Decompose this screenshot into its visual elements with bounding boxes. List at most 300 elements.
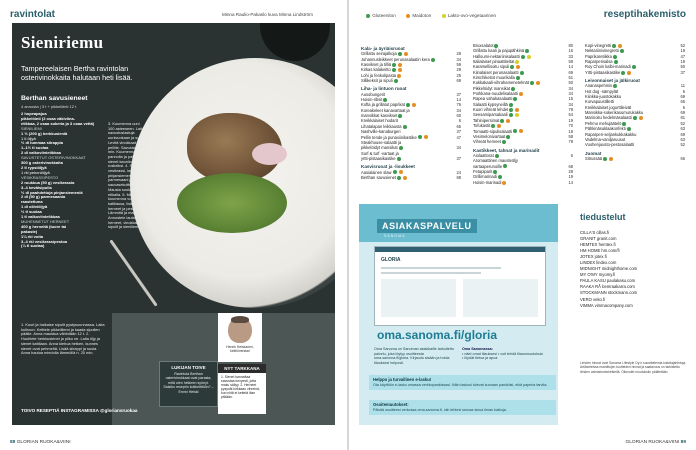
index-entry-title: Ananaspehmis [585,83,613,89]
inquiry-item: CILLA'S cillas.fi [580,230,609,235]
index-category-heading: Kala- ja äyriäisruoat [361,46,405,51]
reader-wish-text: Ravintola Berthan osterivinokkaat ovat parasta, mitä olen hetkeen syönyt. Saisiko reseptin kotikeittiöön? – Emmi Helski [163,372,214,394]
index-page-number: 65 [456,123,461,129]
inquiry-item: HM HOME hm.com/fi [580,248,620,254]
index-page-number: 60 [456,113,461,119]
legend-dairy-free: Maidoton [405,13,435,18]
ingredient-line: 1 rkl pekoniöljyä [21,169,50,175]
content-block [463,279,538,317]
service-url[interactable]: oma.sanoma.fi/gloria [377,328,498,342]
gluten-free-dot-icon [498,175,502,179]
ad-text-right [462,347,544,361]
index-page-number: 34 [456,145,461,151]
index-page-number: 34 [456,107,461,113]
index-entry [585,70,685,75]
index-page-number: 50 [680,64,685,70]
index-page-number: 66 [680,155,685,161]
inquiry-item: VERO veko.fi [580,296,606,302]
index-entry-title: Steakhouse-salaatti ja [361,139,402,145]
gluten-free-dot-icon [403,125,407,129]
index-entry-title: Kofta ja grillatut paprikat [361,102,405,108]
index-page-number: 54 [568,112,573,118]
gluten-free-dot-icon [530,81,534,85]
index-entry-title: Kopi-vinegretti [585,43,612,48]
inquiry-item: MIDNIGHT midnighthome.com [580,266,638,272]
vegetarian-dot-icon [515,113,519,117]
index-page-number: 58 [568,133,573,139]
index-entry-title: Sitrussää [585,155,603,161]
gluten-free-dot-icon [525,49,529,53]
ingredient-list [21,112,105,249]
ad-subtitle: SANOMA [384,234,406,238]
index-page-number: 24 [456,169,461,175]
vegetarian-dot-icon [442,14,446,18]
section-header: ravintolat [10,9,56,20]
index-entry-title: Mansikka-sokerikasumurukakku [585,110,644,116]
index-page-number: 19 [568,117,573,123]
index-page-number: 52 [680,142,685,148]
legend-gluten-free: Gluteeniton [365,13,400,18]
inquiry-item: HEMTEX hemtex.fi [580,242,616,248]
e-invoice-text: Ota käyttöön e-lasku omassa verkkopankissasi. Näin laskusi tulevat suoraan pankkiisi, eikä paperia tarvita. [373,382,548,387]
gluten-free-dot-icon [398,52,402,56]
content-block [381,279,456,317]
index-entry-title: Pähkinäsuklaakonfekti [585,126,626,132]
ingredient-line: 1 tl öljyä [21,135,36,141]
inquiries-title: tiedustelut [580,212,626,222]
index-entry-title: Salaatti kypsyneillä [473,101,508,107]
ingredient-line: etikkaa, 2 osaa sokeria ja 3 osaa vettä) [21,120,95,126]
ingredient-line: pakaste) [21,228,38,234]
page-number: 89 [680,440,686,445]
ingredient-line: 2 tl rypsiöljyä [21,164,47,170]
index-page-number: 63 [680,136,685,142]
index-page-number: 28 [456,51,461,57]
gluten-free-dot-icon [520,71,524,75]
right-page [349,0,696,450]
index-page-number: 63 [680,126,685,132]
dairy-free-dot-icon [609,157,613,161]
index-entry-title: Kirkas kalakeitto [361,67,391,73]
dairy-free-dot-icon [398,68,402,72]
customer-service-ad [359,204,558,425]
index-entry-title: Lohi ja fenkolipasta [361,72,397,78]
index-entry-title: Korvapuustilletti [585,99,614,105]
index-entry-title: Vuohenjuusto-pestosalaatti [585,142,635,148]
gluten-free-dot-icon [406,103,410,107]
small-print: Lehden hinnat ovat Sanoma Lifestyle Oy:n suosittelemia kuluttajahintoja. Artikkeleissa mainittujen tuotteiden hinnat ja saatavuus on tarkistettu lehden valmistumishetkellä. Oikeudet muutoksiin pidätetään. [580,361,687,374]
index-page-number: 37 [456,91,461,97]
ingredient-line: 2 dl (50 g) parmesaania [21,194,66,200]
index-entry-title: Hoisin-marinadi [473,179,502,185]
index-entry [361,175,461,180]
gluten-free-dot-icon [418,135,422,139]
inquiry-item: MY O'MY myomy.fi [580,272,616,278]
index-page-number: 34 [568,85,573,91]
dairy-free-dot-icon [639,116,643,120]
chef-portrait [218,313,262,362]
gluten-free-dot-icon [393,170,397,174]
index-category-heading: Kastikkeet, tahnat ja marinadit [473,147,540,153]
gluten-free-dot-icon [613,55,617,59]
recipe-steps-left: 1. Kuori ja halkaise sipulit pystysuunnassa. Laita kulhoon. Keittele pikkeliliemi ja kaada sipulien päälle. Anna maustua vähintään 12 t. 2. Huuhtele herkkusienet ja pilko ne. Laita öljy ja sienet kattilaan. Anna kiehua hetken, kunnes sienet ovat pehmeitä. Lisää siirappi ja suola. Anna hautua miedolla lämmöllä n. 20 min. [21,322,105,356]
index-entry [473,180,573,185]
index-page-number: 19 [568,174,573,180]
browser-brand: GLORIA [381,257,401,263]
legend-vegetarian: Lakto-ovo-vegetaarinen [441,13,501,18]
index-entry-title: Ausobungerit [361,91,386,97]
index-page-number: 19 [680,48,685,54]
ingredient-line: SAVUSTETUT OSTERIVINOKKAAT [21,155,86,161]
ingredient-line: ½ tl suolaa [21,209,42,215]
gluten-free-dot-icon [383,98,387,102]
avatar [228,317,252,343]
index-entry-title: Koreakeleet kanavartaat ja [361,107,410,113]
index-entry-title: Kreikkalaiset jogurttileivät [585,104,632,110]
ingredient-line: 3–4 kevätsipulia [21,184,52,190]
index-column-2 [473,43,573,185]
index-page-number: 76 [456,102,461,108]
gluten-free-dot-icon [397,176,401,180]
vegetarian-dot-icon [515,60,519,64]
ingredient-line: 2 dl valkoviinietikkaa [21,150,61,156]
index-entry-title: Tomaatti-sipulisalaatti [473,128,513,134]
index-entry-title: vartaaperunoille [473,163,503,169]
index-entry-title: Lihatalapan leikkausta [361,123,402,129]
hero-photo-panel [12,23,335,425]
onion-image [252,143,287,165]
address-change-text: Päivitä osoitteesi verkossa oma.sanoma.fi, niin lehtesi seuraa sinua ilman katkoja. [373,407,507,412]
index-entry-title: Vesimelonivartaat [473,133,506,139]
index-entry-title: Porkkana-nuudelisalaatti [473,91,518,97]
index-category-heading: Juomat [585,150,602,156]
index-entry-title: mansikkat kasvikset [361,113,398,119]
index-page-number: 34 [456,56,461,62]
index-entry-title: yrtti-pistaasikastike [361,155,396,161]
inquiry-item: JOTEX jotex.fi [580,254,607,260]
index-page-number: 52 [680,43,685,48]
gluten-free-dot-icon [399,146,403,150]
page-title: Sieniriemu [21,33,104,52]
index-entry-title: Marinoitu hedelmäsalaatti [585,115,632,121]
index-page-number: 88 [456,174,461,180]
index-page-number: 59 [456,62,461,68]
index-page-number: 47 [680,53,685,59]
index-entry-title: Surf & turf -vartaat ja [361,150,399,156]
section-header: reseptihakemisto [603,9,686,20]
recipe-servings: 4 annosta | 3 t + pikkelöinti 12 t [21,104,77,109]
ad-title: ASIAKASPALVELU [377,219,477,233]
ingredient-line: 3–4 rkl vesikrassipestoa [21,238,68,244]
dairy-free-dot-icon [398,63,402,67]
left-page [0,0,347,450]
brand-name: GLORIAN RUOKA&VIINI [625,440,680,445]
index-entry-title: Tofukastit [473,123,491,129]
ingredient-line: (¼ tl suolaa) [21,243,45,249]
index-entry-title: Aasialainen slaw [361,169,392,175]
gluten-free-dot-icon [511,87,515,91]
index-page-number: 19 [568,128,573,134]
index-column-3 [585,43,685,161]
browser-bar [375,247,545,252]
gluten-free-dot-icon [491,124,495,128]
text-line [381,272,481,274]
index-page-number: 68 [568,163,573,169]
index-page-number: 78 [568,139,573,145]
index-entry-title: pikkelöidyt mansikat [361,145,398,151]
gluten-free-dot-icon [503,164,507,168]
dairy-free-dot-icon [397,74,401,78]
index-page-number: 6 [682,88,685,94]
index-entry-title: Pikkelöidyt mansikat [473,85,511,91]
inquiries-list [580,230,637,309]
index-entry-title: Berthan savusienet [361,174,397,180]
ingredient-line: 400 g herneitä (tuore tai [21,223,67,229]
index-page-number: 69 [680,131,685,137]
index-page-number: 25 [456,72,461,78]
gluten-free-dot-icon [509,103,513,107]
index-page-number: 37 [456,129,461,135]
index-entry-title: Pehmo mehujäätelö [585,120,622,126]
address-change-band [369,400,556,415]
gluten-free-dot-icon [621,71,625,75]
index-entry-title: Seesamiparsakaali [473,112,508,118]
gluten-free-dot-icon [513,129,517,133]
dairy-free-dot-icon [519,129,523,133]
gluten-free-dot-icon [509,113,513,117]
ingredient-line: 1¼ rkl voita [21,233,44,239]
ingredient-line: 1 ½ (200 g) herkkusieniä [21,130,68,136]
index-page-number: 58 [568,59,573,65]
index-page-number: 34 [568,101,573,107]
gluten-free-dot-icon [392,63,396,67]
gluten-free-dot-icon [495,154,499,158]
index-page-number: 34 [568,91,573,97]
page-footer [10,440,71,445]
dairy-free-dot-icon [516,65,520,69]
index-entry-title: Pellin tende ja punaviinikastike [361,134,417,140]
index-page-number: 69 [456,78,461,84]
ingredient-line: 2 hopeapajua [21,111,47,116]
ingredient-line: ½ dl tummaa siirappia [21,140,64,146]
dairy-free-dot-icon [412,103,416,107]
index-entry-title: Paprikaretiikka [585,53,612,59]
gluten-free-dot-icon [612,44,616,48]
gluten-free-dot-icon [627,127,631,131]
index-page-number: 78 [568,107,573,113]
index-page-number: 14 [456,97,461,103]
instagram-call: TOIVO RESEPTIÄ INSTAGRAMISSA @gloriansruokaa [21,408,138,413]
ingredient-line: raastettuna [21,199,43,205]
tip-title: NYT TARKKANA [218,364,266,373]
gluten-free-dot-icon [513,97,517,101]
index-page-number: 14 [568,179,573,185]
ingredient-line: pikkelöinti (2 osaa väkiviina- [21,115,76,121]
index-entry-title: Aromaattinen mausteöljy [473,158,519,164]
index-page-number: 80 [568,43,573,48]
portrait-caption: Henrik Heiskanen, keittiömestari [226,345,254,353]
peas-image [177,173,287,233]
lead-text: Tampereelaisen Bertha ravintolan osterivinokkaita halutaan heti lisää. [21,64,133,82]
index-entry-title: Aiolaattorat [473,152,494,158]
reader-wish-box [159,361,218,407]
browser-screenshot [374,246,546,326]
index-entry-title: Nektariinivinegretti [585,48,619,54]
brand-name: GLORIAN RUOKA&VIINI [16,440,71,445]
index-entry [473,139,573,144]
ingredient-line: ½ dl paahdettuja pinjansiemeniä [21,189,83,195]
gluten-free-dot-icon [603,157,607,161]
index-page-number: 70 [568,123,573,129]
index-entry-title: Bruxsalatot [473,43,494,48]
index-category-heading: Kasvisruoat ja -lisukkeet [361,164,415,170]
gluten-free-dot-icon [614,60,618,64]
index-entry-title: Kimchikeitot muurikalla [473,75,515,81]
credits: Minna Raulio-Pakaslo kuva Minna Lindström [222,12,313,17]
index-page-number: 51 [568,75,573,81]
gluten-free-dot-icon [510,65,514,69]
gluten-free-dot-icon [392,68,396,72]
cup-image [260,23,330,61]
dairy-free-dot-icon [618,44,622,48]
inquiry-item: VIMMA vimmacompany.com [580,302,633,308]
gluten-free-dot-icon [366,14,370,18]
ingredient-line: 1 dl oliiviöljyä [21,204,48,210]
index-entry-title: Grillimarinadi [473,174,497,180]
index-entry-title: Sillikeksit ja sipuli [361,78,393,84]
index-entry-title: Italialaiset pinaattiteltat [473,59,515,65]
index-entry-title: Halloumi-nektariinisalaatti [473,53,520,59]
ingredient-line: 300 g osterivinokkaita [21,160,63,166]
tip-text: 1. Sienet kannattaa savustaa kevyesti, jotta maku säilyy. 2. Herneet pysyvät kirkkaan vihreinä, kun niitä ei keitetä liian pitkään. [221,375,260,400]
gluten-free-dot-icon [397,157,401,161]
gluten-free-dot-icon [620,49,624,53]
index-entry-title: Kukkakaali-vihrahamenetelmät [473,80,529,86]
index-page-number: 37 [680,69,685,75]
dairy-free-dot-icon [519,92,523,96]
index-page-number: 29 [456,67,461,73]
gluten-free-dot-icon [633,116,637,120]
gluten-free-dot-icon [494,44,498,48]
gluten-free-dot-icon [622,122,626,126]
address-change-title: Osoitemuutokset: [373,402,409,407]
index-entry-title: Kiinalaiset perunasalaatti [473,69,519,75]
index-entry-title: Kuori vihreät lehdet [473,107,509,113]
e-invoice-band [369,375,556,390]
index-page-number: 6 [570,152,573,158]
dairy-free-dot-icon [406,14,410,18]
recipe-title: Berthan savusieneet [21,95,88,102]
index-category-heading: Leivonnaiset ja jälkiruoat [585,78,640,84]
diet-legend [365,13,504,18]
ad-text-right-title: Oma Sanomassa: [462,347,493,351]
index-entry-title: Kiinkka-juustokakku [585,94,622,100]
dairy-free-dot-icon [424,135,428,139]
dairy-free-dot-icon [515,108,519,112]
inquiry-item: PAULA KASU paulakasu.com [580,278,636,284]
index-page-number: 6 [682,104,685,110]
dairy-free-dot-icon [403,176,407,180]
index-entry-title: Juhannusleikkeet perunasalaatin kera [361,56,430,62]
gluten-free-dot-icon [502,140,506,144]
dairy-free-dot-icon [536,81,540,85]
gluten-free-dot-icon [493,170,497,174]
gluten-free-dot-icon [394,79,398,83]
ingredient-line: 2 ruukkua (50 g) vesikrassia [21,179,75,185]
index-entry-title: Nashville-kanaburgeri [361,129,401,135]
index-page-number: 52 [680,120,685,126]
dairy-free-dot-icon [627,71,631,75]
index-entry-title: Raparperi-seljankukkakakku [585,131,637,137]
index-page-number: 19 [680,59,685,65]
index-entry-title: Roy Choin kalbi-marinadi [585,64,631,70]
inquiry-item: STOCKMANN stockmann.com [580,290,638,296]
ingredient-line: MUHENNETUT HERNEET [21,218,70,224]
dairy-free-dot-icon [404,52,408,56]
gluten-free-dot-icon [506,135,510,139]
index-entry-title: Vadelma-vaniljaruusut [585,136,626,142]
gluten-free-dot-icon [516,76,520,80]
index-page-number: 28 [568,168,573,174]
index-entry-title: Hoisin-ribsit [361,97,383,103]
e-invoice-title: Helppo ja turvallinen e-lasku! [373,377,432,382]
ad-text-right-body: • näet omat tilauksesi • voit tehdä tilausmuutoksia • löydät tietoa ja apua [462,351,543,361]
inquiry-item: GRANIT granit.com [580,236,617,242]
gluten-free-dot-icon [500,119,504,123]
index-entry-title: Kreikkalaiset hodarit [361,118,398,124]
index-page-number: 47 [456,134,461,140]
gluten-free-dot-icon [613,84,617,88]
index-page-number: 50 [568,80,573,86]
index-page-number: 16 [568,48,573,54]
index-entry [361,78,461,83]
index-entry-title: Raparperisalsa [585,59,613,65]
recipe-steps-right: 3. Kuumenna uuni 100 asteeseen. Laita savustuslastuja uunivuokaan ja sytytä. Levitä vinokkaat pellille. Savusta n. 20 min. Kuumenna öljy pannulla ja paista sienet kauniin ruskeiksi. 4. Soseuta vesikrassi, kevätsipuli, pinjansiemenet, parmesaani ja öljy sauvasekoittimella. Mausta suolalla ja etikalla. 5. Muhennos: kuumenna voi kattilassa, lisää herneet ja pesto. Lämmitä ja mausta. 6. Annostele lautaselle herneet, vinokkaat, sipulit ja sieniliemi. [108,121,147,230]
index-entry-title: Grillattu seirajalkoja [361,51,397,57]
page-number: 88 [10,440,16,445]
page-footer [625,440,686,445]
index-page-number: 65 [680,99,685,105]
index-entry-title: Vihreät herneet [473,139,501,145]
index-entry-title: Kasvikset ja tilliä [361,62,392,68]
index-entry-title: Hot dog -sämpylät [585,88,619,94]
index-entry-title: Rapea vahakasalaatti [473,96,513,102]
dairy-free-dot-icon [497,124,501,128]
index-page-number: 6 [458,118,461,124]
ad-text-left: Oma Sanoma on Sanoman asiakkaille tarkoitettu palvelu, joka löytyy osoitteesta oma.sanoma.fi/gloria. Kirjaudu sisään ja hoida tilauksesi helposti. [374,347,454,365]
text-line [381,267,501,269]
index-page-number: 81 [680,115,685,121]
index-entry-title: Yrtti-pistaasikastike [585,69,621,75]
reader-wish-title: LUKIJAN TOIVE [171,365,206,370]
index-column-1 [361,43,461,180]
index-page-number: 69 [680,110,685,116]
index-entry [585,156,685,161]
dairy-free-dot-icon [506,119,510,123]
index-entry-title: Fetapiparit [473,168,493,174]
index-entry-title: Tahinipersimat [473,117,500,123]
gluten-free-dot-icon [509,108,513,112]
index-page-number: 15 [568,96,573,102]
inquiry-item: RAAKA RÅ bemraakarra.com [580,284,635,290]
gluten-free-dot-icon [398,114,402,118]
index-entry [361,156,461,161]
index-page-number: 69 [568,69,573,75]
gluten-free-dot-icon [521,55,525,59]
index-entry-title: Grillattu kaali ja pajupähkinä [473,48,525,54]
index-category-heading: Liha- ja lintuon ruoat [361,86,407,92]
index-entry-title: Karamellisoitu sipuli [473,64,510,70]
